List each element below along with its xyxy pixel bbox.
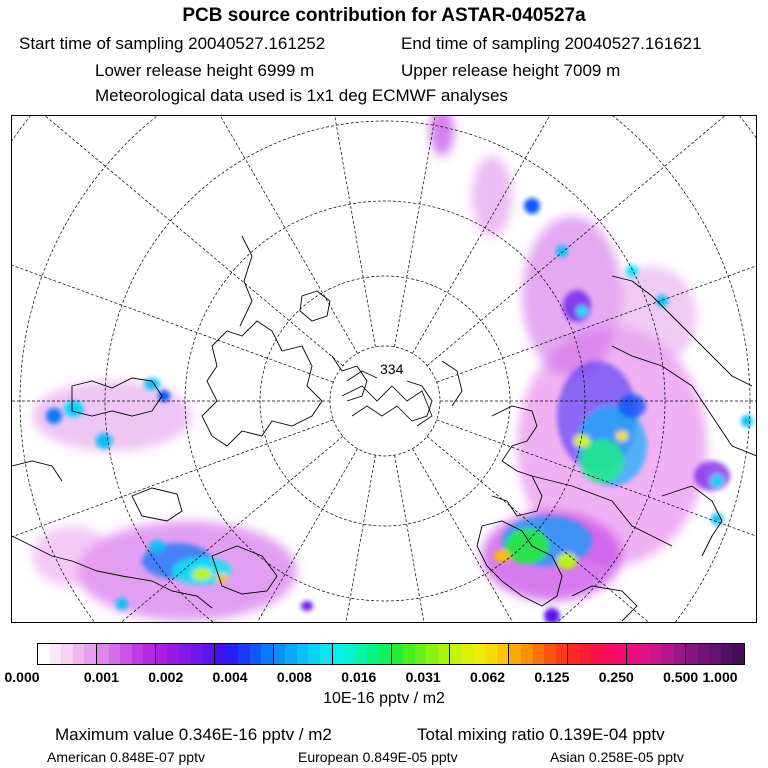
colorbar-cell xyxy=(674,644,686,664)
release-point-label: 334 xyxy=(380,361,404,377)
colorbar-cell xyxy=(143,644,155,664)
colorbar-tick-label: 0.062 xyxy=(470,669,506,685)
colorbar-cell xyxy=(97,644,109,664)
colorbar-cell xyxy=(215,644,227,664)
meridian-line xyxy=(395,116,542,347)
colorbar-cell xyxy=(274,644,286,664)
colorbar-cell xyxy=(580,644,592,664)
colorbar-segment xyxy=(627,644,686,664)
colorbar-tick-label: 0.500 xyxy=(663,669,699,685)
colorbar-cell xyxy=(415,644,427,664)
colorbar-segment xyxy=(392,644,451,664)
colorbar-cell xyxy=(344,644,356,664)
colorbar-cell xyxy=(426,644,438,664)
colorbar-cell xyxy=(367,644,379,664)
colorbar-cell xyxy=(485,644,497,664)
colorbar-tick-label: 0.250 xyxy=(598,669,634,685)
plot-title: PCB source contribution for ASTAR-040527a xyxy=(182,5,586,26)
colorbar-segment xyxy=(215,644,274,664)
colorbar-cell xyxy=(732,644,744,664)
colorbar-cell xyxy=(533,644,545,664)
colorbar-cell xyxy=(509,644,521,664)
colorbar-tick-label: 0.008 xyxy=(276,669,312,685)
colorbar-cell xyxy=(591,644,603,664)
colorbar-cell xyxy=(238,644,250,664)
colorbar-cell xyxy=(120,644,132,664)
colorbar-cell xyxy=(167,644,179,664)
colorbar-cell xyxy=(379,644,391,664)
colorbar-tick-label: 0.000 xyxy=(4,669,40,685)
end-time-label: End time of sampling 20040527.161621 xyxy=(401,34,702,53)
meridian-line xyxy=(12,116,358,353)
colorbar-tick-label: 0.125 xyxy=(534,669,570,685)
colorbar-cell xyxy=(403,644,415,664)
upper-height-label: Upper release height 7009 m xyxy=(401,61,621,80)
colorbar-cell xyxy=(556,644,568,664)
meridian-line xyxy=(12,116,343,366)
colorbar-tick-label: 0.004 xyxy=(212,669,248,685)
colorbar-cell xyxy=(109,644,121,664)
colorbar-cell xyxy=(462,644,474,664)
colorbar-tick-label: 0.016 xyxy=(341,669,377,685)
colorbar-cell xyxy=(226,644,238,664)
colorbar-cell xyxy=(474,644,486,664)
colorbar-cell xyxy=(202,644,214,664)
colorbar-cell xyxy=(250,644,262,664)
colorbar-cell xyxy=(320,644,332,664)
colorbar-cell xyxy=(615,644,627,664)
colorbar-cell xyxy=(333,644,345,664)
colorbar xyxy=(37,643,745,665)
colorbar-cell xyxy=(497,644,509,664)
colorbar-cell xyxy=(662,644,674,664)
colorbar-cell xyxy=(521,644,533,664)
colorbar-cell xyxy=(308,644,320,664)
colorbar-tick-label: 1.000 xyxy=(702,669,738,685)
colorbar-cell xyxy=(450,644,462,664)
maximum-value-label: Maximum value 0.346E-16 pptv / m2 xyxy=(55,725,332,744)
colorbar-cell xyxy=(84,644,96,664)
colorbar-cell xyxy=(50,644,62,664)
colorbar-cell xyxy=(132,644,144,664)
colorbar-segment xyxy=(97,644,156,664)
colorbar-cell xyxy=(438,644,450,664)
meridian-line xyxy=(12,116,333,382)
colorbar-segment xyxy=(509,644,568,664)
colorbar-cell xyxy=(179,644,191,664)
colorbar-cell xyxy=(721,644,733,664)
colorbar-segment xyxy=(156,644,215,664)
colorbar-unit-label: 10E-16 pptv / m2 xyxy=(323,690,445,707)
colorbar-cell xyxy=(297,644,309,664)
colorbar-cell xyxy=(698,644,710,664)
colorbar-tick-label: 0.031 xyxy=(405,669,441,685)
colorbar-cell xyxy=(568,644,580,664)
met-data-label: Meteorological data used is 1x1 deg ECMWF analyses xyxy=(95,86,508,105)
colorbar-cell xyxy=(285,644,297,664)
colorbar-cell xyxy=(603,644,615,664)
colorbar-cell xyxy=(356,644,368,664)
colorbar-cell xyxy=(156,644,168,664)
colorbar-cell xyxy=(627,644,639,664)
total-mixing-ratio-label: Total mixing ratio 0.139E-04 pptv xyxy=(417,725,665,744)
colorbar-segment xyxy=(38,644,97,664)
colorbar-segment xyxy=(450,644,509,664)
colorbar-cell xyxy=(392,644,404,664)
colorbar-tick-label: 0.001 xyxy=(83,669,119,685)
colorbar-cell xyxy=(261,644,273,664)
start-time-label: Start time of sampling 20040527.161252 xyxy=(19,34,326,53)
colorbar-cell xyxy=(61,644,73,664)
asian-contribution-label: Asian 0.258E-05 pptv xyxy=(550,749,684,765)
colorbar-segment xyxy=(274,644,333,664)
colorbar-cell xyxy=(709,644,721,664)
colorbar-cell xyxy=(544,644,556,664)
colorbar-cell xyxy=(639,644,651,664)
colorbar-cell xyxy=(686,644,698,664)
lower-height-label: Lower release height 6999 m xyxy=(95,61,315,80)
colorbar-segment xyxy=(686,644,744,664)
colorbar-tick-label: 0.002 xyxy=(148,669,184,685)
colorbar-segment xyxy=(568,644,627,664)
american-contribution-label: American 0.848E-07 pptv xyxy=(47,749,205,765)
colorbar-segment xyxy=(333,644,392,664)
colorbar-cell xyxy=(191,644,203,664)
colorbar-cell xyxy=(73,644,85,664)
map-canvas xyxy=(12,116,757,623)
colorbar-cell xyxy=(38,644,50,664)
colorbar-cell xyxy=(650,644,662,664)
polar-stereographic-map xyxy=(11,115,757,623)
european-contribution-label: European 0.849E-05 pptv xyxy=(298,749,458,765)
